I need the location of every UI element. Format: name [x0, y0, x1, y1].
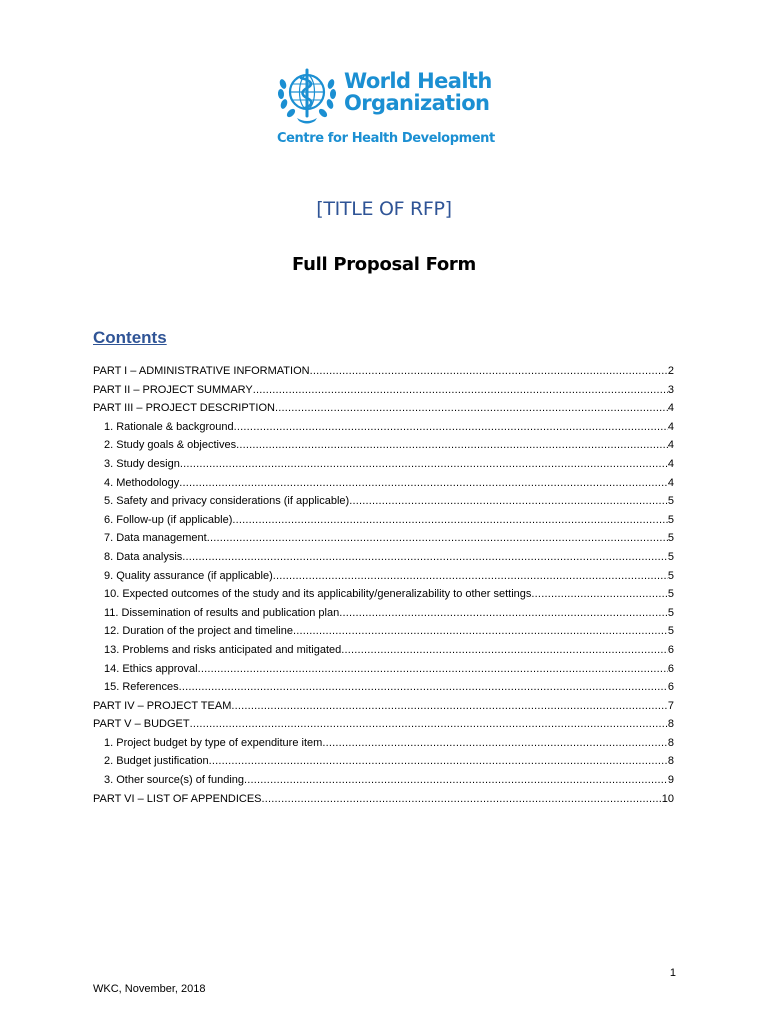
toc-entry[interactable]: [93, 790, 674, 809]
toc-entry[interactable]: [93, 641, 674, 660]
toc-entry[interactable]: [93, 529, 674, 548]
toc-entry[interactable]: [93, 697, 674, 716]
toc-entry-label: 11. Dissemination of results and publication plan: [104, 606, 340, 619]
toc-leader-dots: [339, 604, 668, 623]
toc-entry-page: 4: [667, 402, 674, 415]
toc-entry[interactable]: [93, 492, 674, 511]
toc-leader-dots: [349, 492, 668, 511]
toc-entry-page: 8: [667, 755, 674, 768]
form-title: Full Proposal Form: [292, 254, 476, 275]
toc-entry-page: 6: [667, 662, 674, 675]
toc-entry[interactable]: [93, 511, 674, 530]
toc-entry-label: 1. Rationale & background: [104, 420, 234, 433]
toc-entry-label: 14. Ethics approval: [104, 662, 198, 675]
toc-entry[interactable]: [93, 418, 674, 437]
toc-leader-dots: [234, 418, 668, 437]
contents-heading[interactable]: Contents: [93, 328, 167, 347]
toc-entry-label: 10. Expected outcomes of the study and its applicability/generalizability to other settings: [104, 588, 532, 601]
toc-leader-dots: [310, 362, 668, 381]
toc-entry-page: 5: [667, 569, 674, 582]
organization-name: [344, 70, 492, 114]
toc-leader-dots: [262, 790, 662, 809]
toc-leader-dots: [341, 641, 668, 660]
toc-leader-dots: [273, 567, 668, 586]
toc-entry-page: 3: [667, 383, 674, 396]
toc-entry-label: 1. Project budget by type of expenditure item: [104, 736, 323, 749]
toc-leader-dots: [322, 734, 668, 753]
toc-entry-page: 10: [661, 792, 674, 805]
toc-entry-label: PART II – PROJECT SUMMARY: [93, 383, 253, 396]
org-name-line1: World Health: [344, 69, 492, 93]
toc-entry-page: 7: [667, 699, 674, 712]
toc-entry-page: 5: [667, 495, 674, 508]
toc-entry-label: 15. References: [104, 681, 179, 694]
table-of-contents: [93, 362, 674, 808]
footer-text: WKC, November, 2018: [93, 983, 206, 995]
toc-entry-page: 4: [667, 420, 674, 433]
toc-entry[interactable]: [93, 715, 674, 734]
toc-entry-label: 13. Problems and risks anticipated and mitigated: [104, 643, 342, 656]
toc-entry-page: 5: [667, 588, 674, 601]
toc-entry-label: 6. Follow-up (if applicable): [104, 513, 233, 526]
toc-leader-dots: [182, 548, 668, 567]
toc-entry-label: 7. Data management: [104, 532, 207, 545]
toc-leader-dots: [179, 678, 668, 697]
toc-entry-label: 4. Methodology: [104, 476, 180, 489]
toc-entry[interactable]: [93, 399, 674, 418]
toc-entry-page: 5: [667, 606, 674, 619]
toc-entry[interactable]: [93, 474, 674, 493]
toc-entry-label: PART IV – PROJECT TEAM: [93, 699, 232, 712]
toc-entry-page: 4: [667, 439, 674, 452]
toc-entry-page: 4: [667, 476, 674, 489]
toc-leader-dots: [190, 715, 668, 734]
toc-leader-dots: [531, 585, 667, 604]
toc-entry[interactable]: [93, 381, 674, 400]
toc-leader-dots: [198, 660, 668, 679]
toc-entry-label: 5. Safety and privacy considerations (if applicable): [104, 495, 350, 508]
toc-entry[interactable]: [93, 771, 674, 790]
toc-leader-dots: [209, 752, 668, 771]
toc-entry-page: 2: [667, 365, 674, 377]
toc-leader-dots: [179, 474, 668, 493]
toc-entry[interactable]: [93, 604, 674, 623]
org-name-line2: Organization: [344, 91, 490, 115]
centre-name: Centre for Health Development: [277, 131, 495, 146]
toc-entry-label: PART V – BUDGET: [93, 718, 190, 731]
toc-entry-page: 8: [667, 736, 674, 749]
toc-leader-dots: [244, 771, 668, 790]
who-emblem-icon: [275, 64, 339, 126]
toc-entry-page: 5: [667, 625, 674, 638]
toc-leader-dots: [293, 622, 668, 641]
toc-entry-label: 2. Budget justification: [104, 755, 209, 768]
toc-entry[interactable]: [93, 548, 674, 567]
toc-entry-label: PART III – PROJECT DESCRIPTION: [93, 402, 275, 415]
toc-leader-dots: [232, 511, 667, 530]
toc-entry[interactable]: [93, 585, 674, 604]
toc-entry-page: 4: [667, 457, 674, 470]
toc-entry-label: 8. Data analysis: [104, 550, 183, 563]
toc-entry[interactable]: [93, 455, 674, 474]
toc-entry-label: 9. Quality assurance (if applicable): [104, 569, 273, 582]
toc-entry-page: 6: [667, 643, 674, 656]
page-number: 1: [669, 967, 676, 979]
toc-leader-dots: [207, 529, 668, 548]
toc-entry-label: PART I – ADMINISTRATIVE INFORMATION: [93, 365, 310, 377]
toc-entry[interactable]: [93, 622, 674, 641]
toc-entry-page: 5: [667, 550, 674, 563]
toc-entry-page: 9: [667, 774, 674, 787]
rfp-title: [TITLE OF RFP]: [316, 198, 452, 220]
toc-entry[interactable]: [93, 660, 674, 679]
toc-entry-label: 3. Study design: [104, 457, 180, 470]
who-logo: [275, 64, 497, 150]
toc-leader-dots: [231, 697, 668, 716]
toc-entry-label: PART VI – LIST OF APPENDICES: [93, 792, 262, 805]
toc-entry[interactable]: [93, 436, 674, 455]
toc-entry-page: 5: [667, 532, 674, 545]
toc-entry-label: 2. Study goals & objectives: [104, 439, 237, 452]
toc-entry[interactable]: [93, 752, 674, 771]
toc-leader-dots: [275, 399, 668, 418]
toc-leader-dots: [180, 455, 668, 474]
toc-entry[interactable]: [93, 678, 674, 697]
toc-entry-page: 6: [667, 681, 674, 694]
toc-leader-dots: [236, 436, 668, 455]
toc-entry[interactable]: [93, 567, 674, 586]
toc-entry-label: 12. Duration of the project and timeline: [104, 625, 293, 638]
toc-entry-label: 3. Other source(s) of funding: [104, 774, 245, 787]
toc-entry[interactable]: [93, 362, 674, 381]
toc-entry[interactable]: [93, 734, 674, 753]
toc-entry-page: 5: [667, 513, 674, 526]
toc-entry-page: 8: [667, 718, 674, 731]
toc-leader-dots: [253, 381, 668, 400]
